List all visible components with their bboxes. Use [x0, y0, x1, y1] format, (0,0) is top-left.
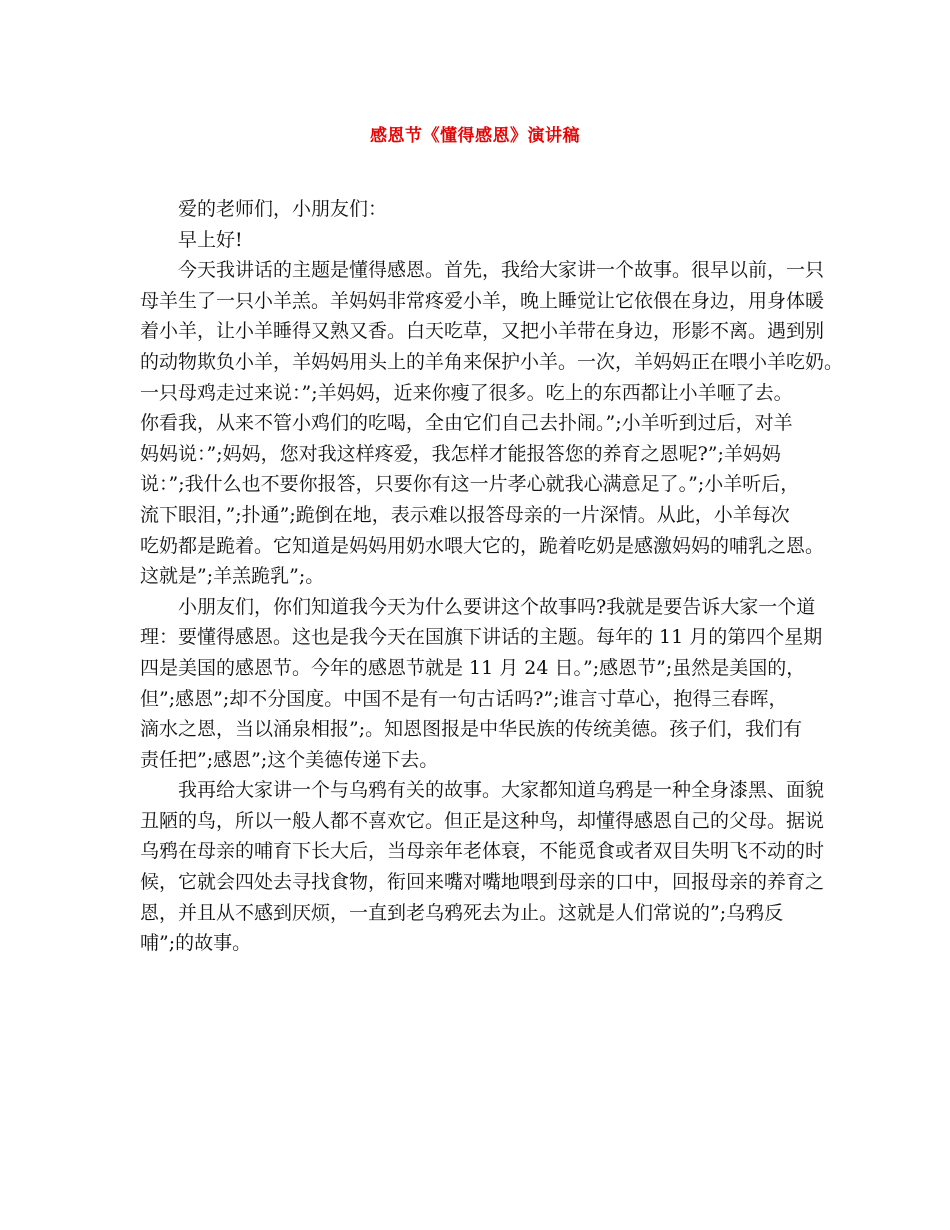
- paragraph-line: 母羊生了一只小羊羔。羊妈妈非常疼爱小羊，晚上睡觉让它依偎在身边，用身体暖: [140, 289, 825, 312]
- paragraph-line: 流下眼泪，”;扑通”;跪倒在地，表示难以报答母亲的一片深情。从此，小羊每次: [140, 503, 790, 526]
- paragraph-line: 爱的老师们，小朋友们：: [178, 198, 388, 220]
- paragraph-line: 乌鸦在母亲的哺育下长大后，当母亲年老体衰，不能觅食或者双目失明飞不动的时: [140, 840, 825, 863]
- paragraph-line: 滴水之恩，当以涌泉相报”;。知恩图报是中华民族的传统美德。孩子们，我们有: [140, 718, 803, 741]
- paragraph-line: 说：”;我什么也不要你报答，只要你有这一片孝心就我心满意足了。”;小羊听后，: [140, 473, 800, 496]
- paragraph-line: 着小羊，让小羊睡得又熟又香。白天吃草，又把小羊带在身边，形影不离。遇到别: [140, 320, 825, 343]
- paragraph-line: 责任把”;感恩”;这个美德传递下去。: [140, 748, 439, 771]
- paragraph-line: 丑陋的鸟，所以一般人都不喜欢它。但正是这种鸟，却懂得感恩自己的父母。据说: [140, 809, 825, 832]
- paragraph-line: 一只母鸡走过来说：”;羊妈妈，近来你瘦了很多。吃上的东西都让小羊咂了去。: [140, 381, 793, 404]
- paragraph-line: 候，它就会四处去寻找食物，衔回来嘴对嘴地喂到母亲的口中，回报母亲的养育之: [140, 871, 825, 894]
- paragraph-line: 的动物欺负小羊，羊妈妈用头上的羊角来保护小羊。一次，羊妈妈正在喂小羊吃奶。: [140, 350, 844, 373]
- paragraph-line: 小朋友们，你们知道我今天为什么要讲这个故事吗?我就是要告诉大家一个道: [178, 595, 816, 618]
- paragraph-line: 恩，并且从不感到厌烦，一直到老乌鸦死去为止。这就是人们常说的”;乌鸦反: [140, 901, 784, 924]
- paragraph-line: 你看我，从来不管小鸡们的吃喝，全由它们自己去扑闹。”;小羊听到过后，对羊: [140, 412, 793, 435]
- paragraph-line: 吃奶都是跪着。它知道是妈妈用奶水喂大它的，跪着吃奶是感激妈妈的哺乳之恩。: [140, 534, 825, 557]
- paragraph-line: 哺”;的故事。: [140, 932, 252, 955]
- paragraph-line: 但”;感恩”;却不分国度。中国不是有一句古话吗?”;谁言寸草心，抱得三春晖，: [140, 687, 788, 710]
- paragraph-line: 早上好!: [178, 228, 243, 251]
- paragraph-line: 我再给大家讲一个与乌鸦有关的故事。大家都知道乌鸦是一种全身漆黑、面貌: [178, 779, 825, 802]
- paragraph-line: 妈妈说：”;妈妈，您对我这样疼爱，我怎样才能报答您的养育之恩呢?”;羊妈妈: [140, 442, 781, 465]
- paragraph-line: 这就是”;羊羔跪乳”;。: [140, 565, 325, 588]
- document-title: 感恩节《懂得感恩》演讲稿: [370, 126, 580, 146]
- paragraph-line: 理：要懂得感恩。这也是我今天在国旗下讲话的主题。每年的 11 月的第四个星期: [140, 626, 823, 649]
- paragraph-line: 今天我讲话的主题是懂得感恩。首先，我给大家讲一个故事。很早以前，一只: [178, 259, 825, 282]
- document-body: [140, 194, 844, 959]
- paragraph-line: 四是美国的感恩节。今年的感恩节就是 11 月 24 日。”;感恩节”;虽然是美国的，: [140, 656, 806, 679]
